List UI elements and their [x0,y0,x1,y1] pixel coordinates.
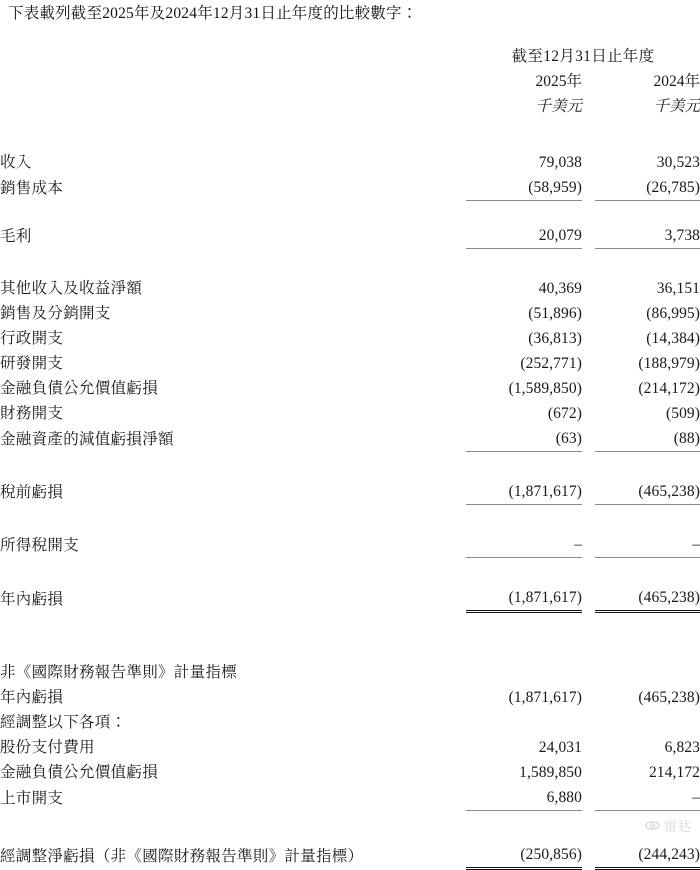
non-ifrs-section-title-row [0,660,700,685]
row-label: 毛利 [0,227,32,245]
row-label: 金融資產的減值虧損淨額 [0,430,174,448]
table-row-loss-for-the-year [0,585,700,612]
row-gap [582,785,595,811]
row-gap [582,585,595,612]
intro-paragraph: 下表載列截至2025年及2024年12月31日止年度的比較數字： [8,5,418,22]
row-value-2024: (88) [595,426,700,452]
table-row-cost-of-sales [0,175,700,201]
row-gap [582,735,595,760]
row-gap [582,351,595,376]
row-label: 股份支付費用 [0,739,95,756]
row-gap [582,326,595,351]
spacer [0,505,700,528]
header-unit-2024: 千美元 [653,98,700,115]
table-row-loss-before-tax [0,479,700,505]
row-label: 稅前虧損 [0,483,64,501]
non-ifrs-row-loss-for-the-year [0,685,700,710]
row-gap [582,426,595,452]
row-value-2024: – [595,785,700,811]
row-gap [582,175,595,201]
row-value-2025: (250,856) [466,842,582,869]
spacer [0,249,700,272]
header-spacer [0,69,466,94]
row-value-2025: 40,369 [538,280,582,297]
row-label: 金融負債公允價值虧損 [0,764,159,781]
header-gap [582,94,595,119]
non-ifrs-row-adjustments-intro [0,710,700,735]
row-value-2025: 1,589,850 [519,764,582,781]
row-value-2024: 6,823 [664,739,700,756]
row-value-2025: 20,079 [466,223,582,249]
header-spacer [0,44,466,69]
row-label: 研發開支 [0,355,64,372]
row-label: 經調整以下各項： [0,714,127,731]
header-period-label: 截至12月31日止年度 [511,48,655,65]
row-label: 經調整淨虧損（非《國際財務報告準則》計量指標） [0,847,364,865]
row-gap [582,223,595,249]
row-value-2025: (1,871,617) [466,585,582,612]
row-value-2024: (244,243) [595,842,700,869]
row-value-2025: 24,031 [538,739,582,756]
row-value-2024: 36,151 [656,280,700,297]
table-row-income-tax-expense [0,532,700,558]
table-row-other-income [0,276,700,301]
row-value-2024: 214,172 [648,764,700,781]
spacer [0,201,700,224]
header-year-2025: 2025年 [535,73,582,90]
row-value-2025: (51,896) [528,305,582,322]
row-value-2024 [595,710,700,735]
header-gap [582,69,595,94]
non-ifrs-section-title: 非《國際財務報告準則》計量指標 [0,664,238,681]
row-label: 財務開支 [0,405,64,422]
row-label: 金融負債公允價值虧損 [0,380,159,397]
row-value-2025: (672) [547,405,582,422]
row-label: 年內虧損 [0,689,64,706]
row-label: 所得稅開支 [0,536,80,554]
spacer [0,452,700,475]
spacer [0,811,700,834]
row-value-2025: 79,038 [538,154,582,171]
row-value-2025: (252,771) [520,355,582,372]
row-value-2024: 30,523 [656,154,700,171]
row-value-2025: (36,813) [528,330,582,347]
row-value-2025 [466,710,582,735]
row-label: 銷售及分銷開支 [0,305,111,322]
row-gap [582,301,595,326]
row-value-2024: (14,384) [646,330,700,347]
row-label: 行政開支 [0,330,64,347]
row-value-2024: 3,738 [595,223,700,249]
row-value-2024: (465,238) [638,689,700,706]
table-row-gross-profit [0,223,700,249]
row-label: 銷售成本 [0,179,64,197]
row-value-2024: (465,238) [595,585,700,612]
row-label: 上市開支 [0,789,64,807]
spacer [0,558,700,581]
row-gap [582,150,595,175]
table-row-rnd-expenses [0,351,700,376]
table-header-period-row [0,44,700,69]
row-gap [582,479,595,505]
table-row-admin-expenses [0,326,700,351]
non-ifrs-row-fv-loss-financial-liabilities [0,760,700,785]
row-value-2025: 6,880 [466,785,582,811]
row-value-2024: (465,238) [595,479,700,505]
row-label: 其他收入及收益淨額 [0,280,143,297]
row-value-2025: – [466,532,582,558]
table-header-unit-row [0,94,700,119]
row-value-2025: (63) [466,426,582,452]
row-value-2024: (214,172) [638,380,700,397]
row-gap [582,842,595,869]
row-value-2024: – [595,532,700,558]
row-gap [582,710,595,735]
row-gap [582,376,595,401]
row-value-2024: (86,995) [646,305,700,322]
row-value-2024: (26,785) [595,175,700,201]
watermark-text: 雷达 [663,819,692,834]
financial-comparison-table [0,44,700,870]
header-year-2024: 2024年 [653,73,700,90]
header-spacer [0,94,466,119]
table-row-impairment-financial-assets [0,426,700,452]
spacer [0,612,700,636]
spacer [0,651,700,660]
spacer [0,635,700,651]
row-gap [582,401,595,426]
table-row-fv-loss-financial-liabilities [0,376,700,401]
table-row-finance-costs [0,401,700,426]
table-header-year-row [0,69,700,94]
row-gap [582,685,595,710]
table-row-revenue [0,150,700,175]
non-ifrs-row-share-based-payment [0,735,700,760]
row-value-2024: (188,979) [638,355,700,372]
row-value-2025: (1,589,850) [508,380,582,397]
table-row-selling-expenses [0,301,700,326]
row-gap [582,760,595,785]
header-unit-2025: 千美元 [535,98,582,115]
row-label: 收入 [0,154,32,171]
non-ifrs-row-adjusted-net-loss [0,842,700,869]
spacer [0,119,700,141]
row-gap [582,276,595,301]
row-value-2025: (58,959) [466,175,582,201]
row-value-2025: (1,871,617) [508,689,582,706]
spacer [0,141,700,150]
row-gap [582,532,595,558]
non-ifrs-row-listing-expenses [0,785,700,811]
row-label: 年內虧損 [0,590,64,608]
row-value-2025: (1,871,617) [466,479,582,505]
row-value-2024: (509) [665,405,700,422]
